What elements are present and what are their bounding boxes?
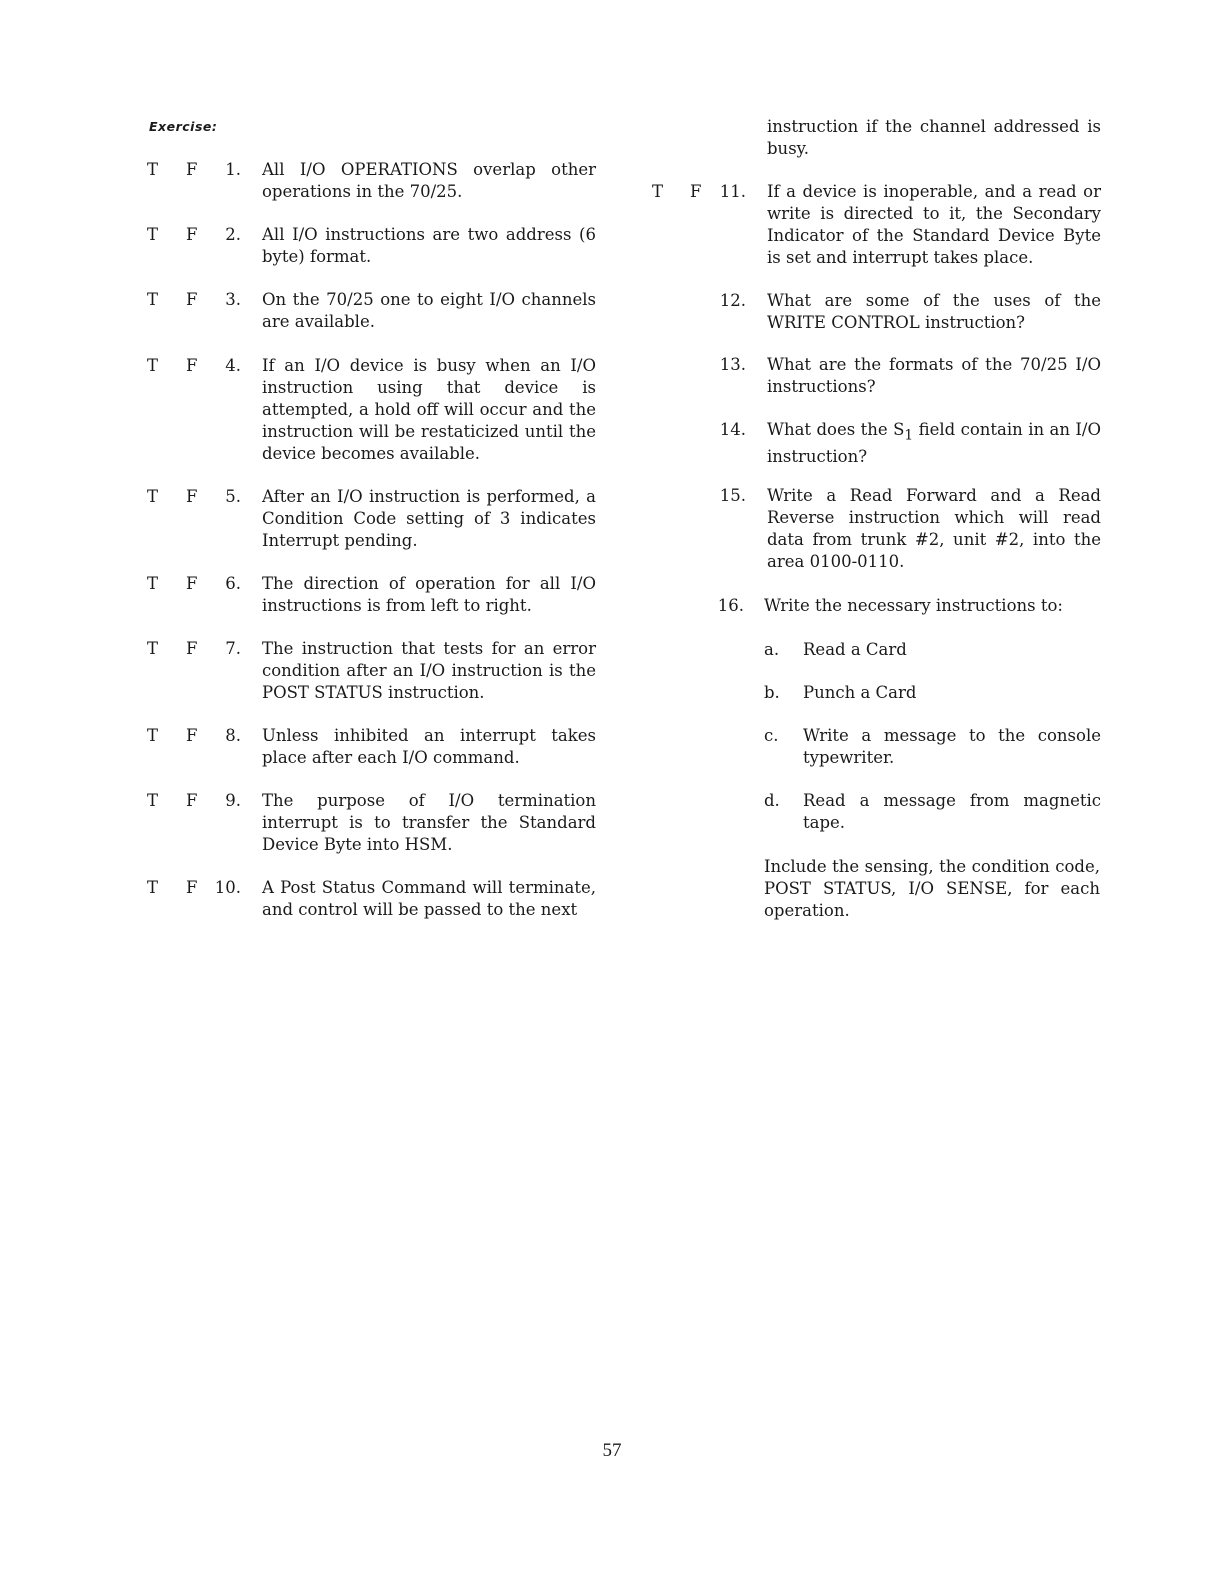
item-letter: a. <box>764 640 780 659</box>
false-option[interactable]: F <box>186 574 198 593</box>
true-option[interactable]: T <box>147 225 159 244</box>
question-number: 13. <box>719 355 746 374</box>
question-number: 8. <box>225 726 241 745</box>
question-text: All I/O instructions are two address (6 byte) format. <box>262 225 596 266</box>
question-number: 7. <box>225 639 241 658</box>
true-option[interactable]: T <box>147 290 159 309</box>
question-number: 15. <box>719 486 746 505</box>
question-number: 6. <box>225 574 241 593</box>
question-text: After an I/O instruction is performed, a Condition Code setting of 3 indicates Interrupt pending. <box>262 487 596 550</box>
question-number: 5. <box>225 487 241 506</box>
question-text: On the 70/25 one to eight I/O channels are available. <box>262 290 596 331</box>
item-text: Punch a Card <box>803 683 917 702</box>
false-option[interactable]: F <box>186 487 198 506</box>
item-letter: b. <box>764 683 780 702</box>
true-option[interactable]: T <box>147 791 159 810</box>
true-option[interactable]: T <box>652 182 664 201</box>
false-option[interactable]: F <box>690 182 702 201</box>
question-number: 12. <box>719 291 746 310</box>
question-number: 10. <box>214 878 241 897</box>
question-text: What are some of the uses of the WRITE CONTROL instruction? <box>767 291 1101 332</box>
question-text: Write a Read Forward and a Read Reverse instruction which will read data from trunk #2, unit #2, into the area 0100-0110. <box>767 486 1101 571</box>
question-text-before: What does the S <box>767 420 905 439</box>
false-option[interactable]: F <box>186 160 198 179</box>
false-option[interactable]: F <box>186 878 198 897</box>
question-text-after: field contain in an I/O instruction? <box>767 420 1102 467</box>
question-text: If an I/O device is busy when an I/O instruction using that device is attempted, a hold off will occur and the instruction will be restaticized until the device becomes available. <box>262 356 596 463</box>
item-letter: d. <box>764 791 780 810</box>
true-option[interactable]: T <box>147 356 159 375</box>
item-text: Read a Card <box>803 640 907 659</box>
question-number: 3. <box>225 290 241 309</box>
question-text: The instruction that tests for an error condition after an I/O instruction is the POST STATUS instruction. <box>262 639 596 702</box>
question-number: 11. <box>719 182 746 201</box>
question-text: instruction if the channel addressed is busy. <box>767 117 1101 158</box>
question-text: The purpose of I/O termination interrupt is to transfer the Standard Device Byte into HSM. <box>262 791 596 854</box>
item-text: Write a message to the console typewriter. <box>803 726 1101 767</box>
question-text: A Post Status Command will terminate, and control will be passed to the next <box>262 878 596 919</box>
question-text: If a device is inoperable, and a read or write is directed to it, the Secondary Indicator of the Standard Device Byte is set and interrupt takes place. <box>767 182 1101 267</box>
true-option[interactable]: T <box>147 726 159 745</box>
false-option[interactable]: F <box>186 225 198 244</box>
question-text: What are the formats of the 70/25 I/O instructions? <box>767 355 1101 396</box>
false-option[interactable]: F <box>186 356 198 375</box>
exercise-label: Exercise: <box>149 119 218 134</box>
question-text: Unless inhibited an interrupt takes place after each I/O command. <box>262 726 596 767</box>
false-option[interactable]: F <box>186 791 198 810</box>
question-number: 14. <box>719 420 746 439</box>
question-text: The direction of operation for all I/O instructions is from left to right. <box>262 574 596 615</box>
question-number: 9. <box>225 791 241 810</box>
question-number: 16. <box>717 596 744 615</box>
false-option[interactable]: F <box>186 639 198 658</box>
true-option[interactable]: T <box>147 878 159 897</box>
false-option[interactable]: F <box>186 726 198 745</box>
question-number: 4. <box>225 356 241 375</box>
question-number: 1. <box>225 160 241 179</box>
question-text <box>767 419 1101 468</box>
true-option[interactable]: T <box>147 487 159 506</box>
question-number: 2. <box>225 225 241 244</box>
page-number: 57 <box>602 1440 622 1461</box>
question-text: All I/O OPERATIONS overlap other operations in the 70/25. <box>262 160 596 201</box>
item-letter: c. <box>764 726 779 745</box>
item-text: Read a message from magnetic tape. <box>803 791 1101 832</box>
true-option[interactable]: T <box>147 639 159 658</box>
false-option[interactable]: F <box>186 290 198 309</box>
question-text: Write the necessary instructions to: <box>764 596 1063 615</box>
true-option[interactable]: T <box>147 160 159 179</box>
q16-note: Include the sensing, the condition code, POST STATUS, I/O SENSE, for each operation. <box>764 857 1100 920</box>
subscript: 1 <box>904 427 914 444</box>
true-option[interactable]: T <box>147 574 159 593</box>
